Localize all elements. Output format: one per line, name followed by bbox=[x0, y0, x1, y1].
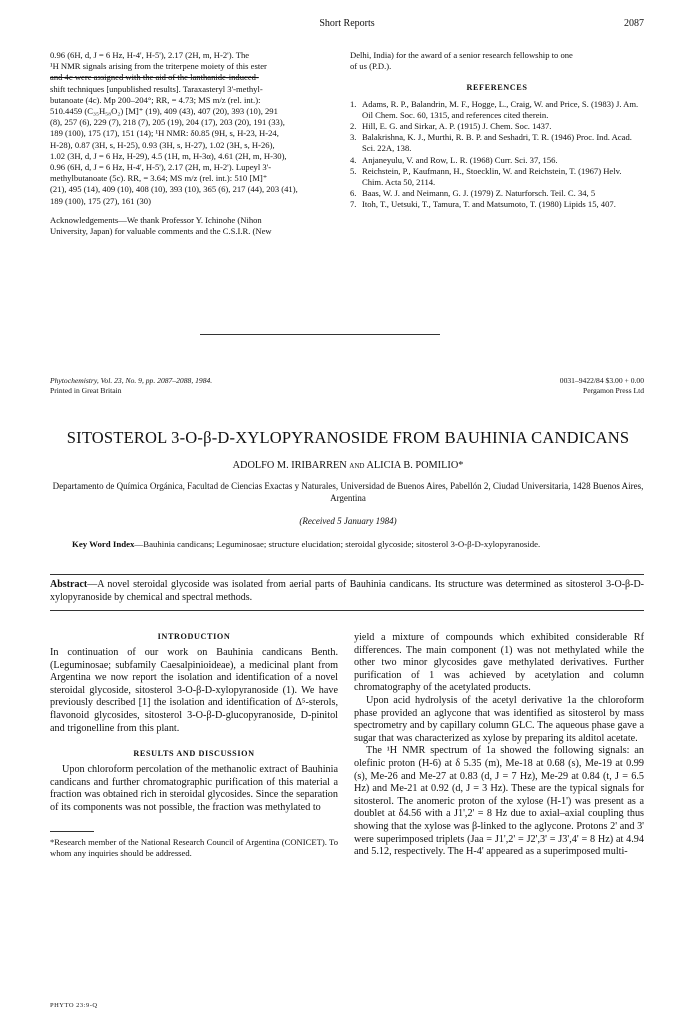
right-paragraph-1: yield a mixture of compounds which exhibited considerable Rf differences. The main component (1) was not methylated while the other two minor glycosides gave methylated derivatives. Further purification of 1 was achieved by acetylation and column chromatography of the acetylated products. bbox=[354, 632, 644, 694]
reference-item: 6. Baas, W. J. and Neimann, G. J. (1979) Z. Naturforsch. Teil. C. 34, 5 bbox=[350, 188, 596, 199]
prev-line: of us (P.D.). bbox=[350, 61, 392, 72]
introduction-heading: INTRODUCTION bbox=[157, 632, 231, 641]
article-separator bbox=[200, 334, 440, 335]
introduction-paragraph: In continuation of our work on Bauhinia candicans Benth. (Leguminosae; subfamily Caesalpinioideae), a medicinal plant from Argentina we now report the isolation and identification of a novel steroidal glycoside, sitosterol 3-O-β-D-xylopyranoside (1). We have previously described [1] the isolation and identification of Δ⁵-sterols, flavonoid glycosides, sitosterol 3-O-β-D-glucopyranoside, D-pinitol and trigonelline from this plant. bbox=[50, 647, 338, 734]
prev-article-right-column bbox=[350, 50, 644, 211]
right-paragraph-2: Upon acid hydrolysis of the acetyl derivative 1a the chloroform phase provided an aglycone that was identified as sitosterol by mass spectrometry and by capillary column GLC. The aqueous phase gave a sugar that was characterized as xylose by preparing its alditol acetate. bbox=[354, 694, 644, 744]
journal-publisher: Pergamon Press Ltd bbox=[582, 386, 644, 395]
prev-line: (8), 257 (6), 229 (7), 218 (7), 205 (19), 204 (17), 203 (20), 191 (33), bbox=[50, 117, 285, 128]
references-heading: REFERENCES bbox=[466, 83, 528, 93]
prev-line: 510.4459 (C₃₅H₅₈O₂) [M]⁺ (19), 409 (43), 407 (20), 393 (10), 291 bbox=[50, 106, 278, 117]
reference-item: 4. Anjaneyulu, V. and Row, L. R. (1968) Curr. Sci. 37, 156. bbox=[350, 154, 558, 165]
prev-line: 189 (100), 175 (17), 151 (14); ¹H NMR: δ0.85 (9H, s, H-23, H-24, bbox=[50, 128, 279, 139]
reference-item: 3. Balakrishna, K. J., Murthi, R. B. P. and Seshadri, T. R. (1946) Proc. Ind. Acad. Sci. 22A, 138. bbox=[350, 132, 632, 154]
right-column bbox=[354, 632, 644, 859]
results-paragraph: Upon chloroform percolation of the methanolic extract of Bauhinia candicans and further chromatographic purification of this material a fraction was obtained rich in steroidal glycosides. Since the separation of its components was not possible, the fraction was methylated to bbox=[50, 764, 338, 813]
prev-line: 0.96 (6H, d, J = 6 Hz, H-4', H-5'), 2.17 (2H, m, H-2'). Lupeyl 3'- bbox=[50, 162, 272, 173]
prev-line: ¹H NMR signals arising from the triterpene moiety of this ester bbox=[50, 61, 267, 72]
prev-line: butanoate (4c). Mp 200–204°; RR, = 4.73; MS m/z (rel. int.): bbox=[50, 94, 261, 105]
prev-line: (21), 495 (14), 409 (10), 408 (10), 393 (10), 365 (6), 217 (44), 203 (41), bbox=[50, 184, 298, 195]
prev-line: and 4c were assigned with the aid of the lanthanide-induced- bbox=[50, 72, 259, 83]
prev-line: H-28), 0.87 (3H, s, H-25), 0.93 (3H, s, H-27), 1.02 (3H, s, H-26), bbox=[50, 139, 275, 150]
journal-printed: Printed in Great Britain bbox=[50, 386, 122, 395]
prev-line: 1.02 (3H, d, J = 6 Hz, H-29), 4.5 (1H, m, H-3α), 4.61 (2H, m, H-30), bbox=[50, 150, 287, 161]
prev-line: shift techniques [unpublished results]. Taraxasteryl 3'-methyl- bbox=[50, 83, 263, 94]
prev-line: 0.96 (6H, d, J = 6 Hz, H-4', H-5'), 2.17 (2H, m, H-2'). The bbox=[50, 50, 250, 60]
results-heading: RESULTS AND DISCUSSION bbox=[133, 749, 255, 759]
running-header bbox=[50, 18, 644, 32]
abstract-top-rule bbox=[50, 574, 644, 575]
journal-info-right bbox=[560, 376, 644, 396]
right-paragraph-3: The ¹H NMR spectrum of 1a showed the following signals: an olefinic proton (H-6) at δ 5.35 (m), Me-18 at 0.68 (s), Me-19 at 0.99 (s), Me-26 and Me-27 at 0.83 (d, J = 7 Hz), Me-29 at 0.84 (t, J = 6.5 Hz) and Me-21 at 0.92 (d, J = 3 Hz). These are the typical signals for sitosterol. The anomeric proton of the xylose (H-1') was present as a doublet at δ4.56 with a J1',2' = 8 Hz due to axial–axial coupling thus showing that the xylose was β-linked to the aglycone. Protons 2' and 3' were superimposed triplets (Jaa = J1',2' = J2',3' = J3',4' = 8 Hz) at 4.94 and 5.12, respectively. The H-4' appeared as a superimposed multi- bbox=[354, 745, 644, 858]
prev-line bbox=[50, 207, 338, 215]
footnote: *Research member of the National Research Council of Argentina (CONICET). To whom any inquiries should be addressed. bbox=[50, 836, 338, 858]
prev-line: University, Japan) for valuable comments and the C.S.I.R. (New bbox=[50, 226, 272, 237]
prev-line: methylbutanoate (5c). RR, = 3.64; MS m/z (rel. int.): 510 [M]⁺ bbox=[50, 173, 268, 184]
abstract bbox=[50, 578, 644, 604]
reference-item: 2. Hill, E. G. and Sirkar, A. P. (1915) J. Chem. Soc. 1437. bbox=[350, 121, 552, 132]
article-affiliation: Departamento de Química Orgánica, Facultad de Ciencias Exactas y Naturales, Universidad de Buenos Aires, Pabellón 2, Ciudad Universitaria, 1428 Buenos Aires, Argentina bbox=[52, 481, 644, 503]
reference-item: 7. Itoh, T., Uetsuki, T., Tamura, T. and Matsumoto, T. (1980) Lipids 15, 407. bbox=[350, 199, 616, 210]
journal-info-left bbox=[50, 376, 212, 396]
footnote-rule bbox=[50, 831, 94, 832]
keyword-index bbox=[72, 538, 628, 550]
left-column bbox=[50, 632, 338, 859]
prev-article-left-column bbox=[50, 50, 338, 237]
abstract-text: —A novel steroidal glycoside was isolated from aerial parts of Bauhinia candicans. Its structure was determined as sitosterol 3-O-β-D-xylopyranoside by chemical and spectral methods. bbox=[50, 579, 644, 603]
keyword-index-label: Key Word Index bbox=[72, 539, 135, 549]
printer-code: PHYTO 23:9-Q bbox=[50, 1002, 98, 1009]
article-authors: ADOLFO M. IRIBARREN and ALICIA B. POMILIO* bbox=[232, 460, 464, 471]
journal-price: 0031–9422/84 $3.00 + 0.00 bbox=[559, 376, 644, 385]
received-date: (Received 5 January 1984) bbox=[299, 516, 397, 526]
abstract-label: Abstract bbox=[50, 579, 88, 590]
keyword-index-text: —Bauhinia candicans; Leguminosae; structure elucidation; steroidal glycoside; sitosterol 3-O-β-D-xylopyranoside. bbox=[134, 539, 541, 549]
reference-item: 5. Reichstein, P., Kaufmann, H., Stoecklin, W. and Reichstein, T. (1967) Helv. Chim. Acta 50, 2114. bbox=[350, 165, 622, 188]
reference-item: 1. Adams, R. P., Balandrin, M. F., Hogge, L., Craig, W. and Price, S. (1983) J. Am. Oil Chem. Soc. 60, 1315, and references cited therein. bbox=[350, 98, 639, 120]
section-name: Short Reports bbox=[319, 18, 375, 29]
abstract-bottom-rule bbox=[50, 610, 644, 611]
prev-line: 189 (100), 175 (27), 161 (30) bbox=[50, 195, 151, 206]
journal-citation: Phytochemistry, Vol. 23, No. 9, pp. 2087–2088, 1984. bbox=[50, 376, 213, 385]
article-title: SITOSTEROL 3-O-β-D-XYLOPYRANOSIDE FROM BAUHINIA CANDICANS bbox=[66, 428, 630, 447]
page-number: 2087 bbox=[624, 18, 644, 29]
prev-line: Delhi, India) for the award of a senior research fellowship to one bbox=[350, 50, 573, 60]
prev-line: Acknowledgements—We thank Professor Y. Ichinohe (Nihon bbox=[50, 214, 262, 225]
